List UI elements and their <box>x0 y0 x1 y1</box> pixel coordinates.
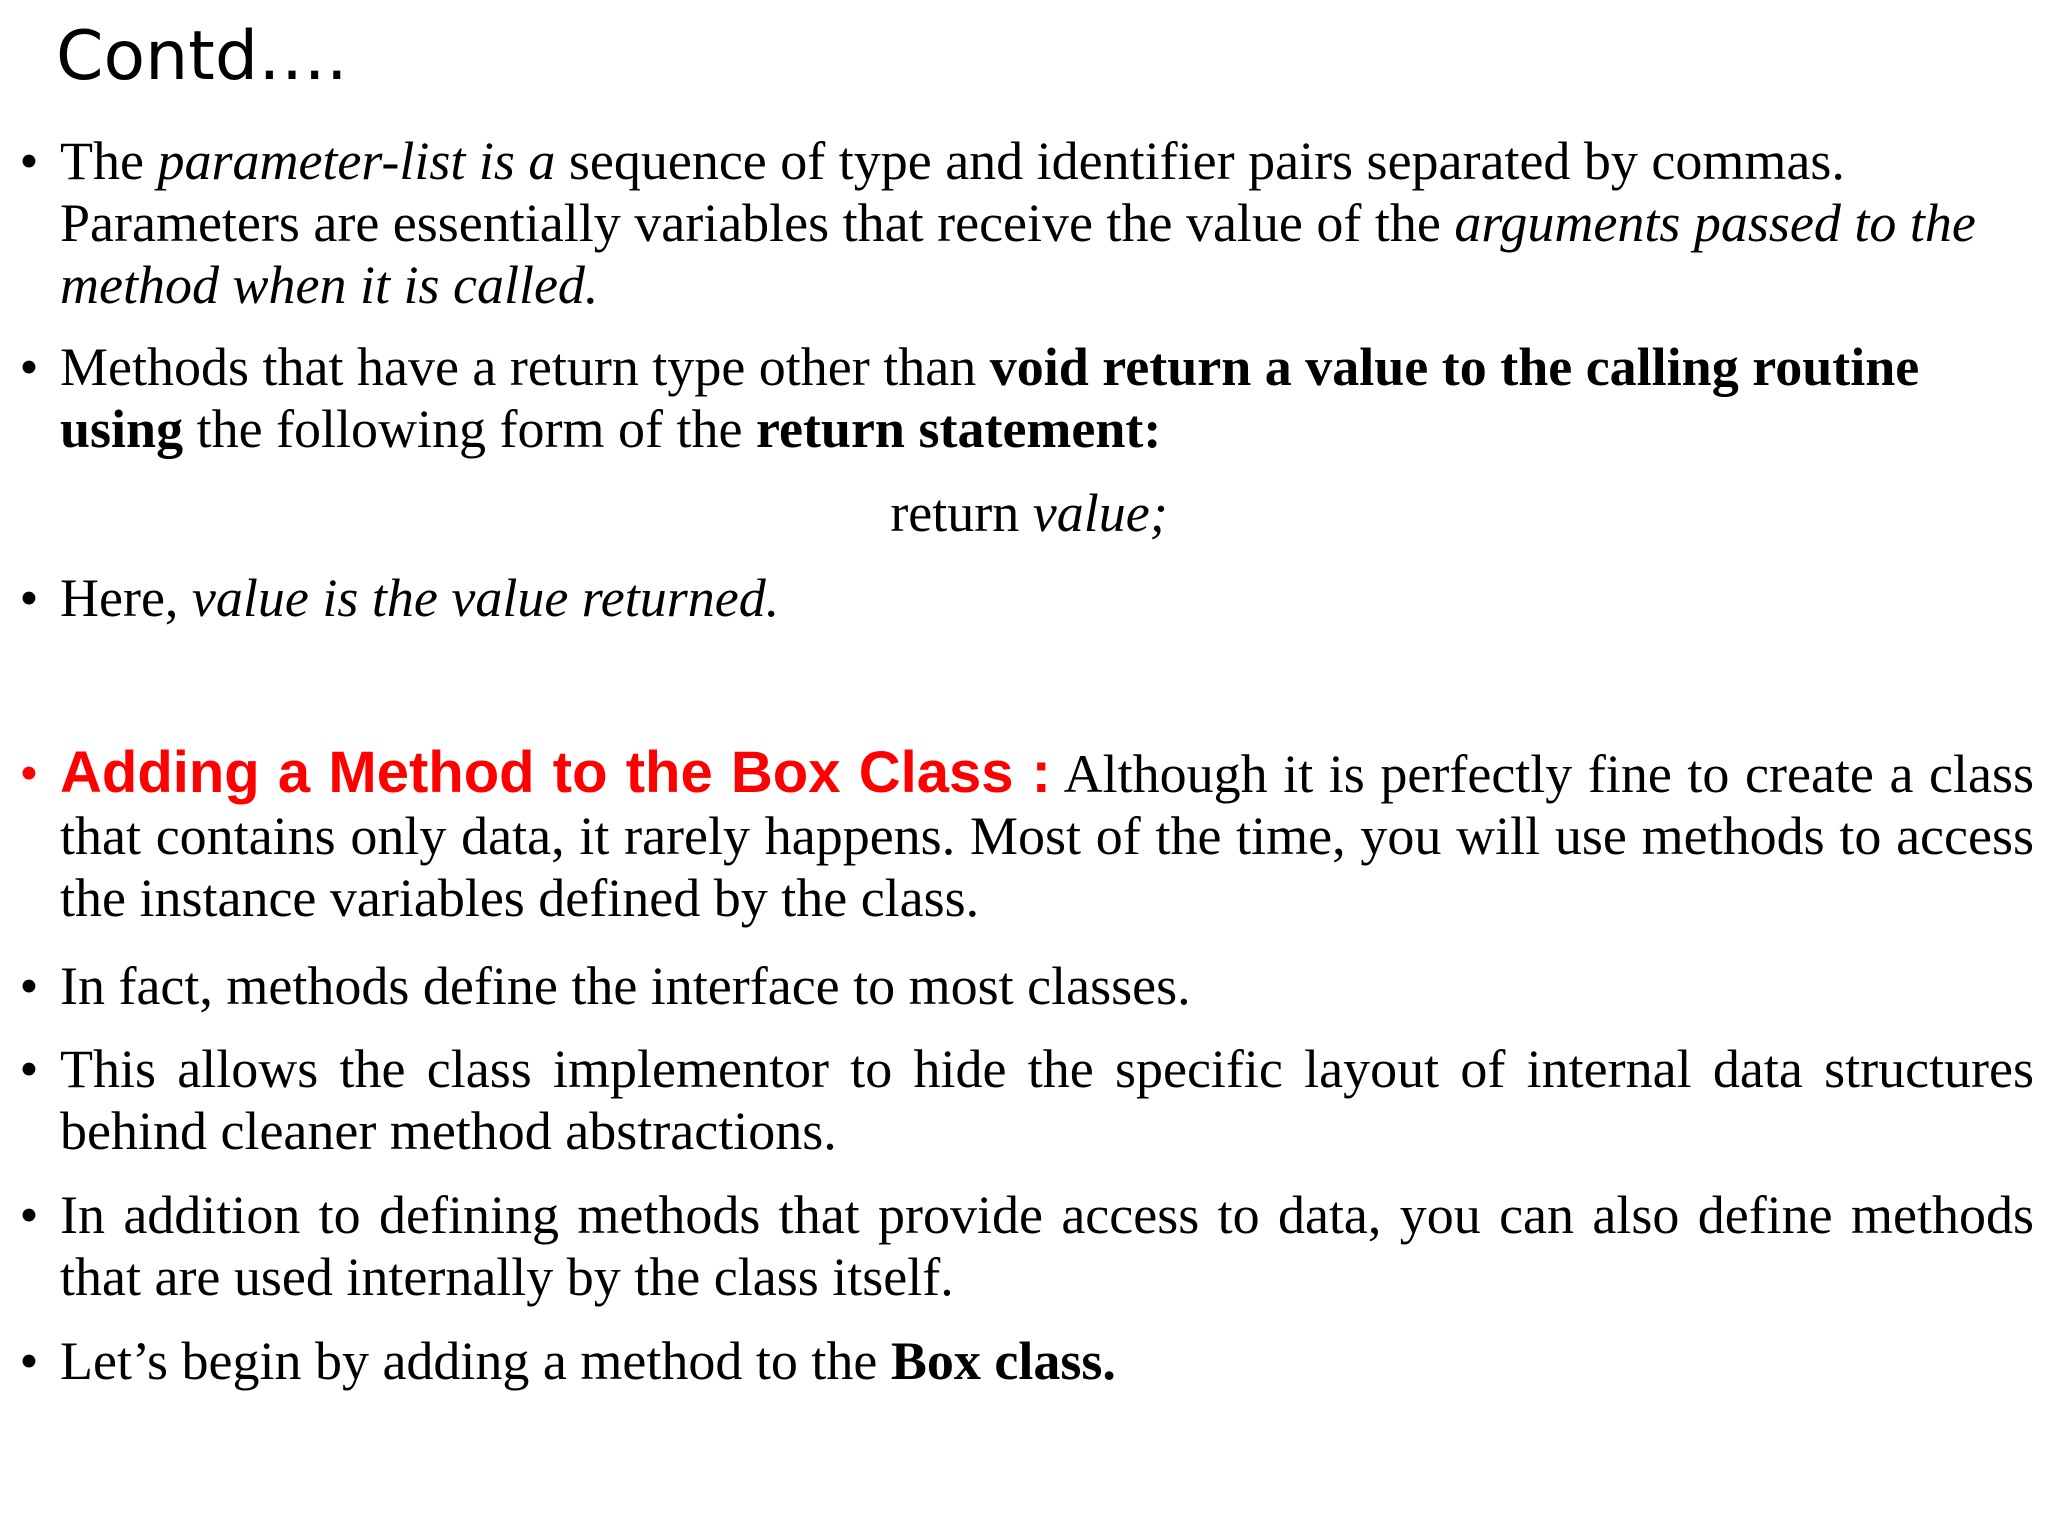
bullet-text <box>60 336 2034 460</box>
slide-title: Contd…. <box>56 17 348 96</box>
bullet-return-type <box>16 336 2034 460</box>
bullet-interface <box>16 955 2034 1017</box>
text-run: Let’s begin by adding a method to the <box>60 1331 891 1391</box>
text-run: Although it is perfectly fine to create a class that contains only data, it rarely happens. Most of the time, you will use methods to access the instance variables defined by the class. <box>60 744 2035 928</box>
bullet-text: In fact, methods define the interface to most classes. <box>60 956 1191 1016</box>
code-value: value; <box>1032 483 1168 543</box>
bullet-dot-icon: • <box>19 568 39 628</box>
bullet-dot-icon: • <box>19 131 39 191</box>
bullet-parameter-list <box>16 130 2034 316</box>
code-keyword: return <box>890 483 1020 543</box>
text-run: The <box>60 131 158 191</box>
bullet-text <box>60 567 2034 629</box>
bullet-implementor <box>16 1038 2034 1162</box>
text-run-bold: void return a value to the calling routine using <box>60 337 1920 459</box>
text-run: sequence of type and identifier pairs separated by commas. Parameters are essentially variables that receive the value of the <box>60 131 1845 253</box>
bullet-text <box>60 130 2034 316</box>
bullet-dot-icon: • <box>19 956 39 1016</box>
section-heading: Adding a Method to the Box Class : <box>60 740 1051 805</box>
text-run: Methods that have a return type other than <box>60 337 990 397</box>
bullet-dot-icon: • <box>19 1331 39 1391</box>
bullet-text: In addition to defining methods that provide access to data, you can also define methods that are used internally by the class itself. <box>60 1185 2034 1307</box>
text-run: Here, <box>60 568 192 628</box>
bullet-dot-icon: • <box>19 1185 39 1245</box>
bullet-text <box>60 1330 2034 1392</box>
bullet-text <box>60 742 2034 929</box>
text-run-bold: return statement: <box>755 399 1162 459</box>
bullet-adding-method <box>16 742 2034 929</box>
bullet-dot-icon: • <box>19 337 39 397</box>
text-run-bold: Box class. <box>890 1331 1116 1391</box>
text-run-italic: parameter-list is a <box>157 131 556 191</box>
bullet-dot-icon: • <box>19 1039 39 1099</box>
bullet-here-value <box>16 567 2034 629</box>
bullet-text: This allows the class implementor to hide the specific layout of internal data structures behind cleaner method abstractions. <box>60 1039 2034 1161</box>
bullet-internal-methods <box>16 1184 2034 1308</box>
text-run: the following form of the <box>183 399 756 459</box>
return-statement-code <box>0 482 2048 544</box>
bullet-lets-begin <box>16 1330 2034 1392</box>
bullet-dot-icon: • <box>19 743 39 803</box>
text-run-italic: arguments passed to the method when it is called. <box>60 193 1976 315</box>
text-run-italic: value is the value returned. <box>191 568 780 628</box>
